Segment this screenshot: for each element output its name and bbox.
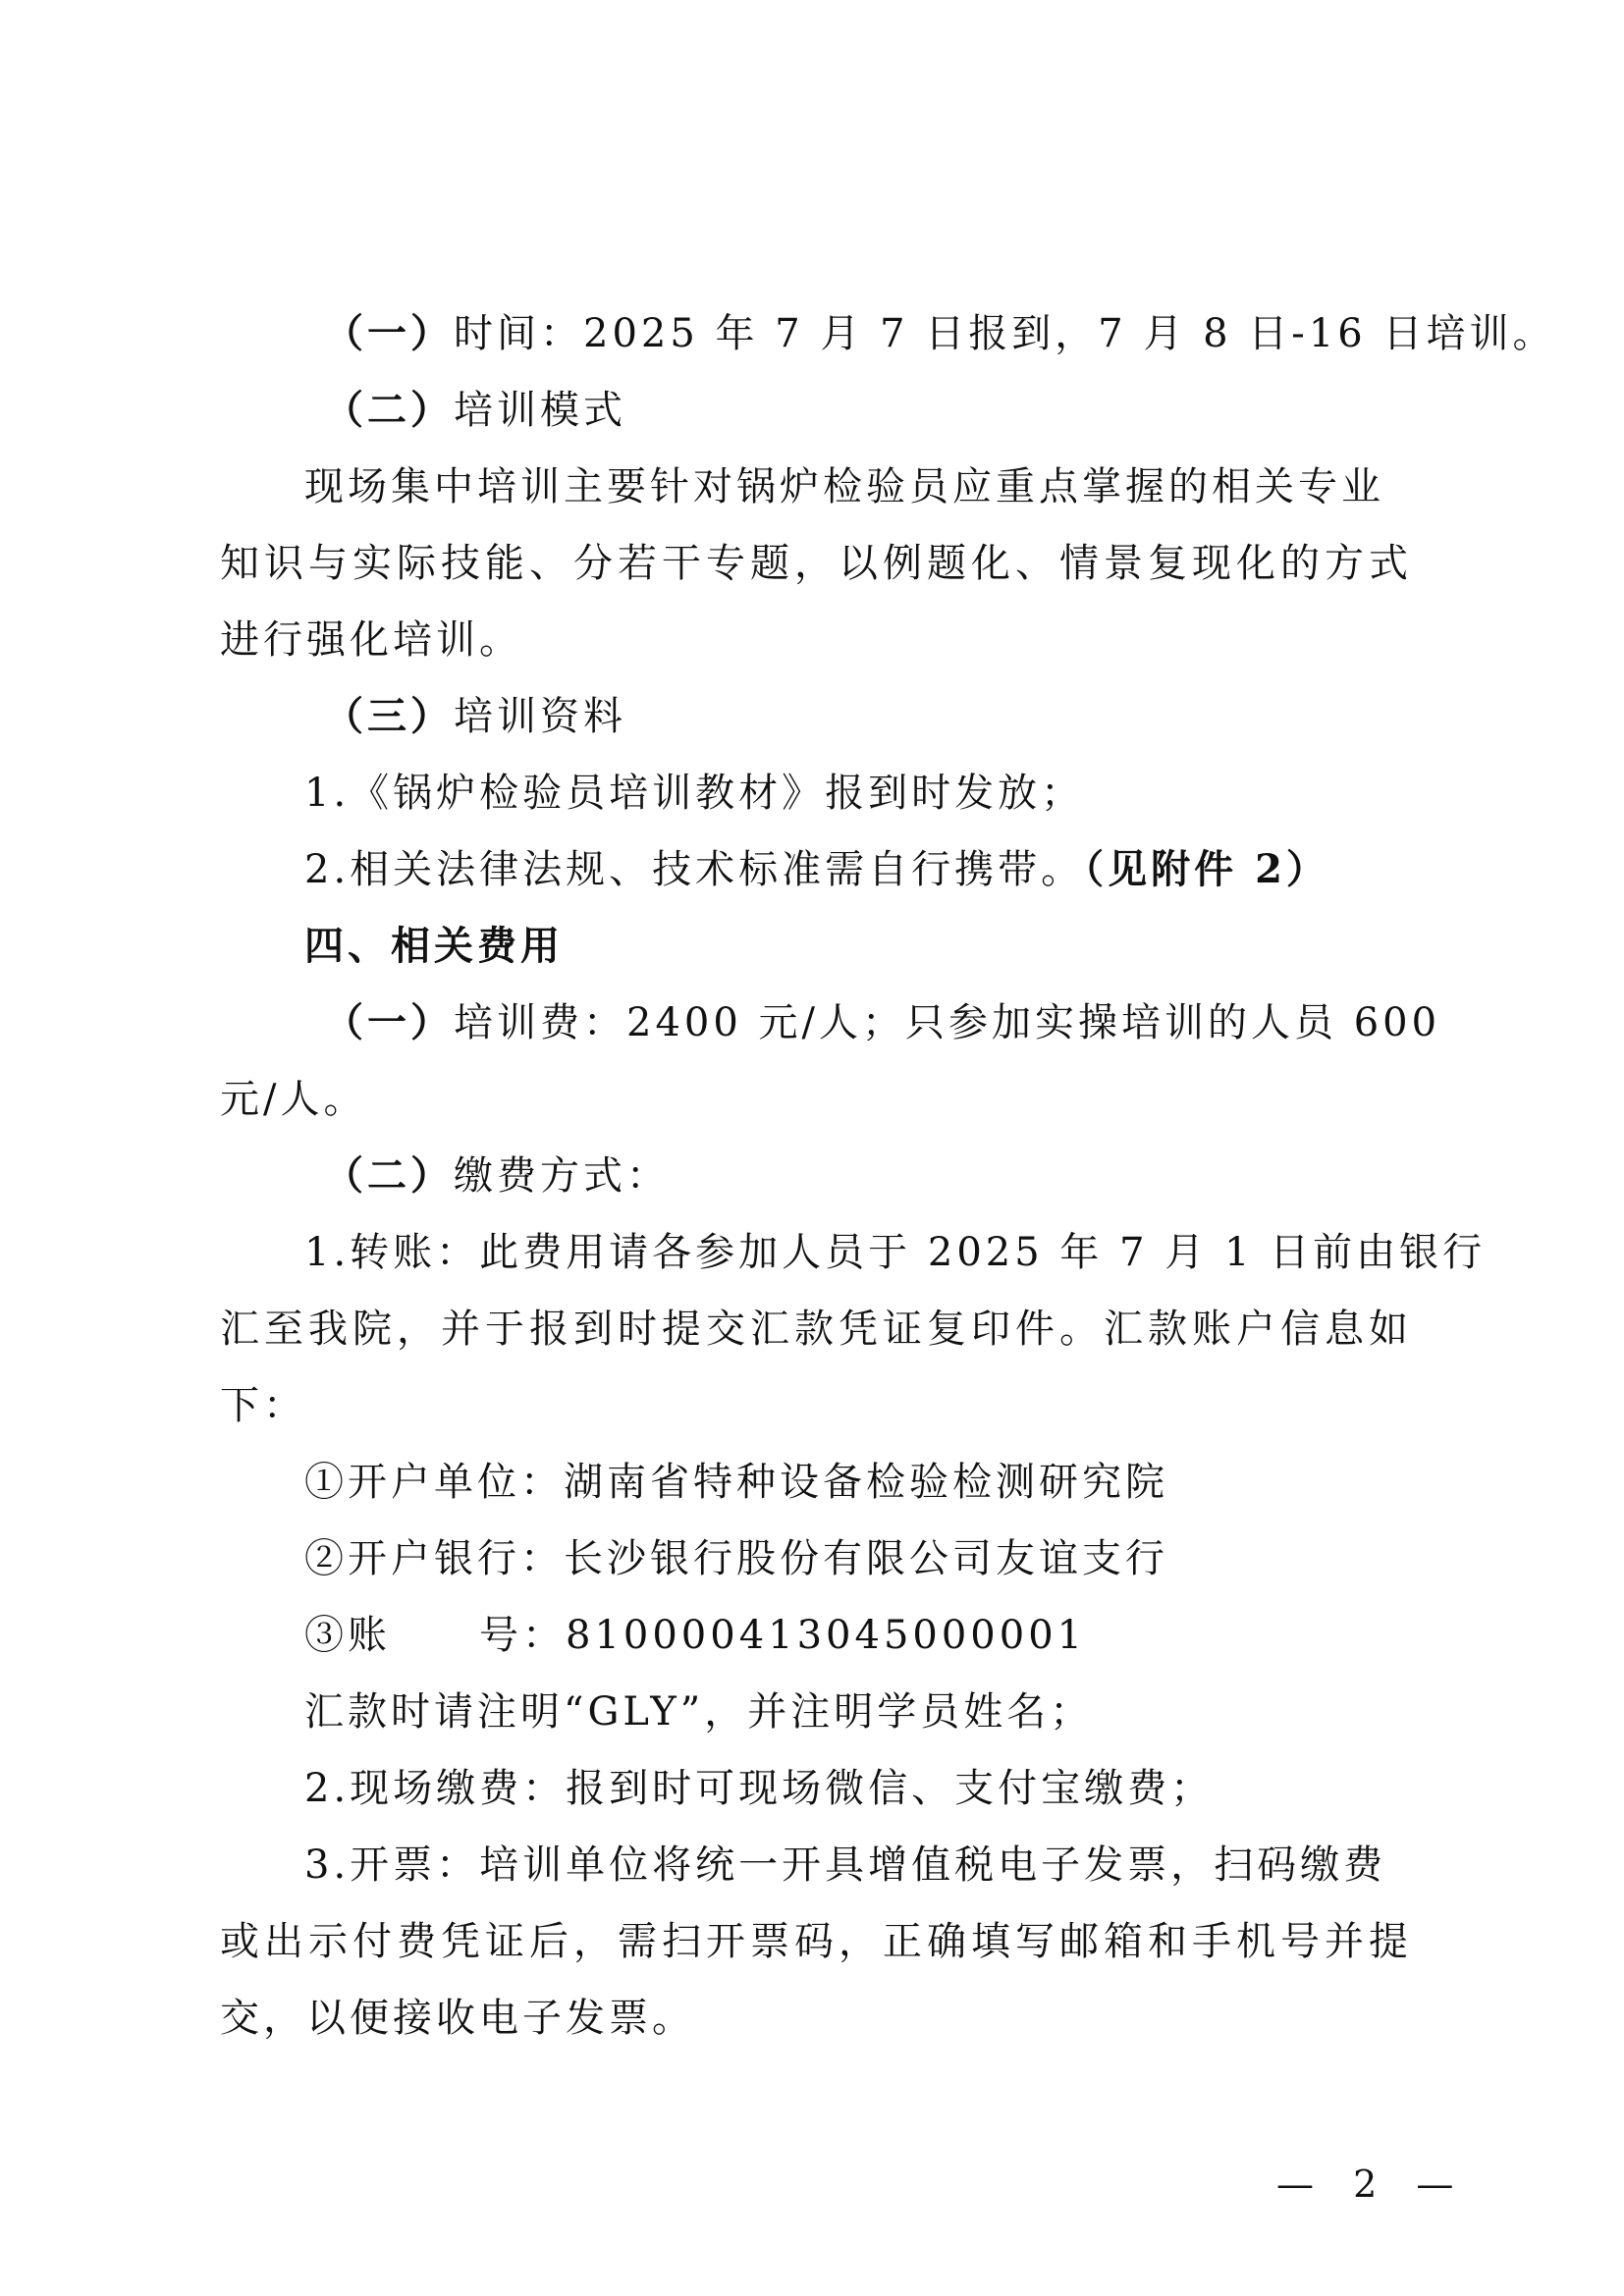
heading-text: 培训资料 — [454, 694, 626, 739]
materials-item-2 — [304, 846, 1329, 892]
paragraph-line: 知识与实际技能、分若干专题，以例题化、情景复现化的方式 — [220, 541, 1410, 586]
heading-text: 缴费方式： — [454, 1153, 670, 1199]
section-label: （二） — [324, 387, 454, 433]
materials-heading — [324, 693, 626, 739]
invoice-line: 3.开票：培训单位将统一开具增值税电子发票，扫码缴费 — [304, 1842, 1387, 1888]
section-label: （二） — [324, 1152, 454, 1199]
fee-line: 元/人。 — [220, 1077, 367, 1122]
onsite-payment: 2.现场缴费：报到时可现场微信、支付宝缴费； — [304, 1766, 1215, 1811]
fee-text: 培训费：2400 元/人；只参加实操培训的人员 600 — [454, 1000, 1441, 1045]
section-label: （三） — [324, 693, 454, 739]
page-number: — 2 — — [1276, 2163, 1468, 2206]
fee-item — [324, 999, 1441, 1045]
paragraph-line: 现场集中培训主要针对锅炉检验员应重点掌握的相关专业 — [304, 464, 1384, 509]
transfer-line: 下： — [220, 1383, 306, 1428]
invoice-line: 交，以便接收电子发票。 — [220, 1996, 695, 2041]
account-label-2: 号： — [479, 1613, 566, 1658]
training-mode-heading — [324, 387, 626, 433]
time-text: 时间：2025 年 7 月 7 日报到，7 月 8 日-16 日培训。 — [454, 311, 1556, 356]
materials-item-1: 1.《锅炉检验员培训教材》报到时发放； — [304, 771, 1085, 816]
transfer-line: 1.转账：此费用请各参加人员于 2025 年 7 月 1 日前由银行 — [304, 1230, 1487, 1275]
transfer-line: 汇至我院，并于报到时提交汇款凭证复印件。汇款账户信息如 — [220, 1307, 1410, 1352]
invoice-line: 或出示付费凭证后，需扫开票码，正确填写邮箱和手机号并提 — [220, 1919, 1410, 1964]
account-name: ①开户单位：湖南省特种设备检验检测研究院 — [304, 1460, 1168, 1505]
section-label: （一） — [324, 310, 454, 356]
attachment-ref: （见附件 2） — [1084, 846, 1329, 892]
time-item — [324, 310, 1556, 356]
account-number-row — [304, 1613, 1087, 1658]
paragraph-line: 进行强化培训。 — [220, 617, 522, 663]
materials-item-2-text: 2.相关法律法规、技术标准需自行携带。 — [304, 847, 1085, 892]
bank-name: ②开户银行：长沙银行股份有限公司友谊支行 — [304, 1536, 1168, 1581]
section-label: （一） — [324, 999, 454, 1045]
account-label: ③账 — [304, 1613, 391, 1658]
heading-text: 培训模式 — [454, 388, 626, 433]
payment-heading — [324, 1152, 670, 1199]
account-number: 810000413045000001 — [566, 1613, 1087, 1658]
remittance-remark: 汇款时请注明“GLY”，并注明学员姓名； — [304, 1689, 1094, 1735]
section-heading: 四、相关费用 — [304, 924, 564, 969]
